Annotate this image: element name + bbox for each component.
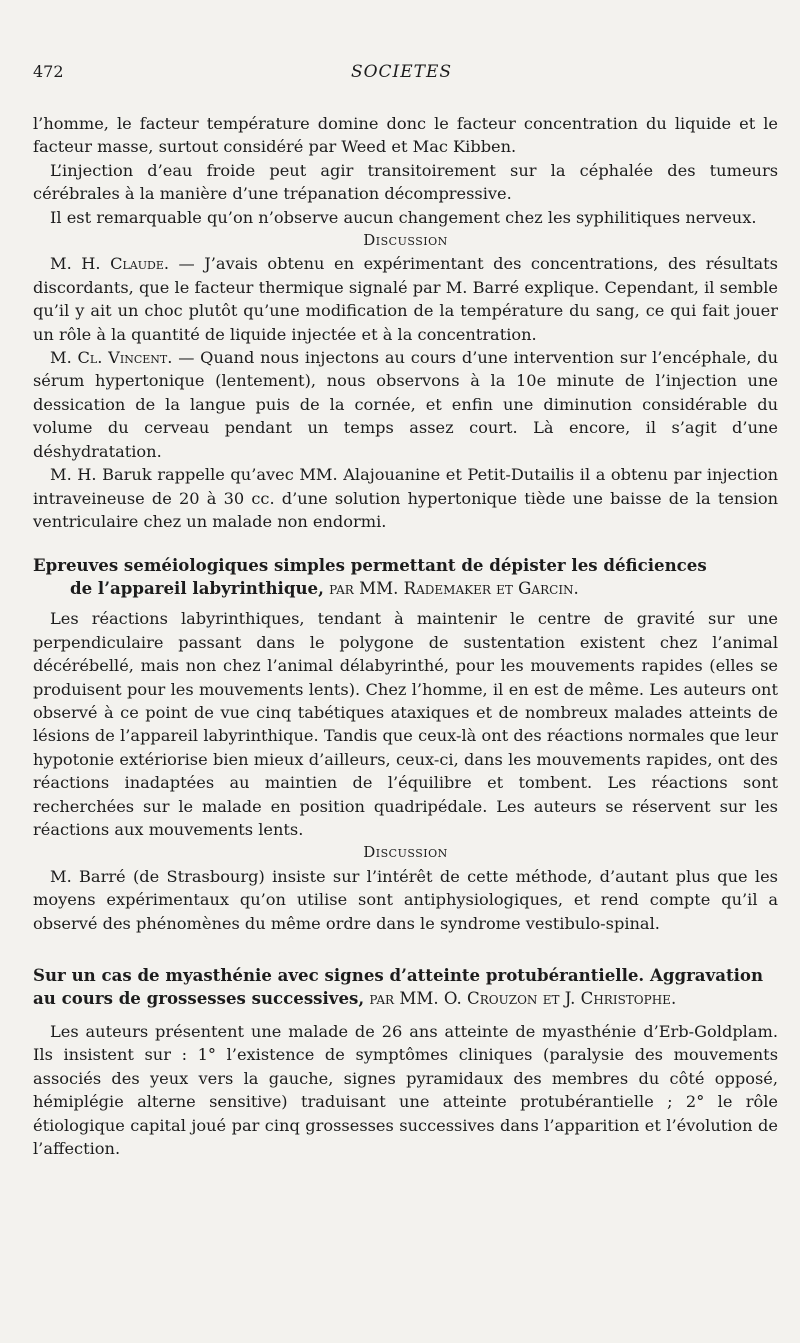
section-title-line: Epreuves seméiologiques simples permettant de dépister les déficiences xyxy=(33,555,707,576)
speaker-name: M. Cl. Vincent. xyxy=(50,348,173,368)
section-authors: par MM. Rademaker et Garcin. xyxy=(323,579,579,599)
paragraph: M. H. Baruk rappelle qu’avec MM. Alajouanine et Petit-Dutailis il a obtenu par injection intraveineuse de 20 à 30 cc. d’une solution hypertonique tiède une baisse de la tension ventriculaire chez un malade non endormi. xyxy=(33,465,778,531)
paragraph: Les auteurs présentent une malade de 26 ans atteinte de myasthénie d’Erb-Goldplam. Ils insistent sur : 1° l’existence de symptômes cliniques (paralysie des mouvements associés des yeux vers la gauche, signes pyramidaux des membres du côté opposé, hémiplégie alterne sensitive) traduisant une atteinte protubérantielle ; 2° le rôle étiologique capital joué par cinq grossesses successives dans l’apparition et l’évolution de l’affection. xyxy=(33,1022,778,1159)
speaker-text: — Quand nous injectons au cours d’une intervention sur l’encéphale, du sérum hypertonique (lentement), nous observons à la 10e minute de l’injection une dessication de la langue puis de la cornée, et enfin une diminution considérable du volume du cerveau pendant un temps assez court. Là encore, il s’agit d’une déshydratation. xyxy=(33,348,778,461)
paragraph-claude xyxy=(33,252,778,346)
section-authors: par MM. O. Crouzon et J. Christophe. xyxy=(364,989,677,1008)
paragraph-vincent xyxy=(33,346,778,463)
page-body xyxy=(33,112,778,1160)
discussion-heading: Discussion xyxy=(363,231,448,250)
speaker-name: M. H. Claude. xyxy=(50,254,169,274)
paragraph: L’injection d’eau froide peut agir transitoirement sur la céphalée des tumeurs cérébrales à la manière d’une trépanation décompressive. xyxy=(33,160,778,204)
paragraph: Les réactions labyrinthiques, tendant à maintenir le centre de gravité sur une perpendiculaire passant dans le polygone de sustentation existent chez l’animal décérébellé, mais non chez l’animal délabyrinthé, pour les mouvements rapides (elles se produisent pour les mouvements lents). Chez l’homme, il en est de même. Les auteurs ont observé à ce point de vue cinq tabétiques ataxiques et de nombreux malades atteints de lésions de l’appareil labyrinthique. Tandis que ceux-là ont des réactions normales que leur hypotonie extériorise bien mieux d’ailleurs, ceux-ci, dans les mouvements rapides, ont des réactions inadaptées au maintien de l’équilibre et tombent. Les réactions sont recherchées sur le malade en position quadripédale. Les auteurs se réservent sur les réactions aux mouvements lents. xyxy=(33,609,778,839)
page-header xyxy=(33,62,770,88)
paragraph: l’homme, le facteur température domine donc le facteur concentration du liquide et le facteur masse, surtout considéré par Weed et Mac Kibben. xyxy=(33,114,778,157)
paragraph: Il est remarquable qu’on n’observe aucun changement chez les syphilitiques nerveux. xyxy=(50,207,757,227)
section-title xyxy=(33,964,778,1010)
section-title xyxy=(33,554,778,600)
section-title-line-2: de l’appareil labyrinthique, par MM. Rademaker et Garcin. xyxy=(70,578,579,599)
paragraph: M. Barré (de Strasbourg) insiste sur l’intérêt de cette méthode, d’autant plus que les moyens expérimentaux qu’on utilise sont antiphysiologiques, et rend compte qu’il a observé des phénomènes du même ordre dans le syndrome vestibulo-spinal. xyxy=(33,866,778,933)
running-title: SOCIETES xyxy=(350,62,453,82)
section-title-text: Sur un cas de myasthénie avec signes d’atteinte protubérantielle. Aggravation au cours de grossesses successives, xyxy=(33,965,764,1008)
speaker-text: — J’avais obtenu en expérimentant des concentrations, des résultats discordants, que le facteur thermique signalé par M. Barré explique. Cependant, il semble qu’il y ait un choc plutôt qu’une modification de la température du sang, ce qui fait jouer un rôle à la quantité de liquide injectée et à la concentration. xyxy=(33,254,778,344)
page-number: 472 xyxy=(33,62,64,81)
discussion-heading: Discussion xyxy=(363,843,448,862)
